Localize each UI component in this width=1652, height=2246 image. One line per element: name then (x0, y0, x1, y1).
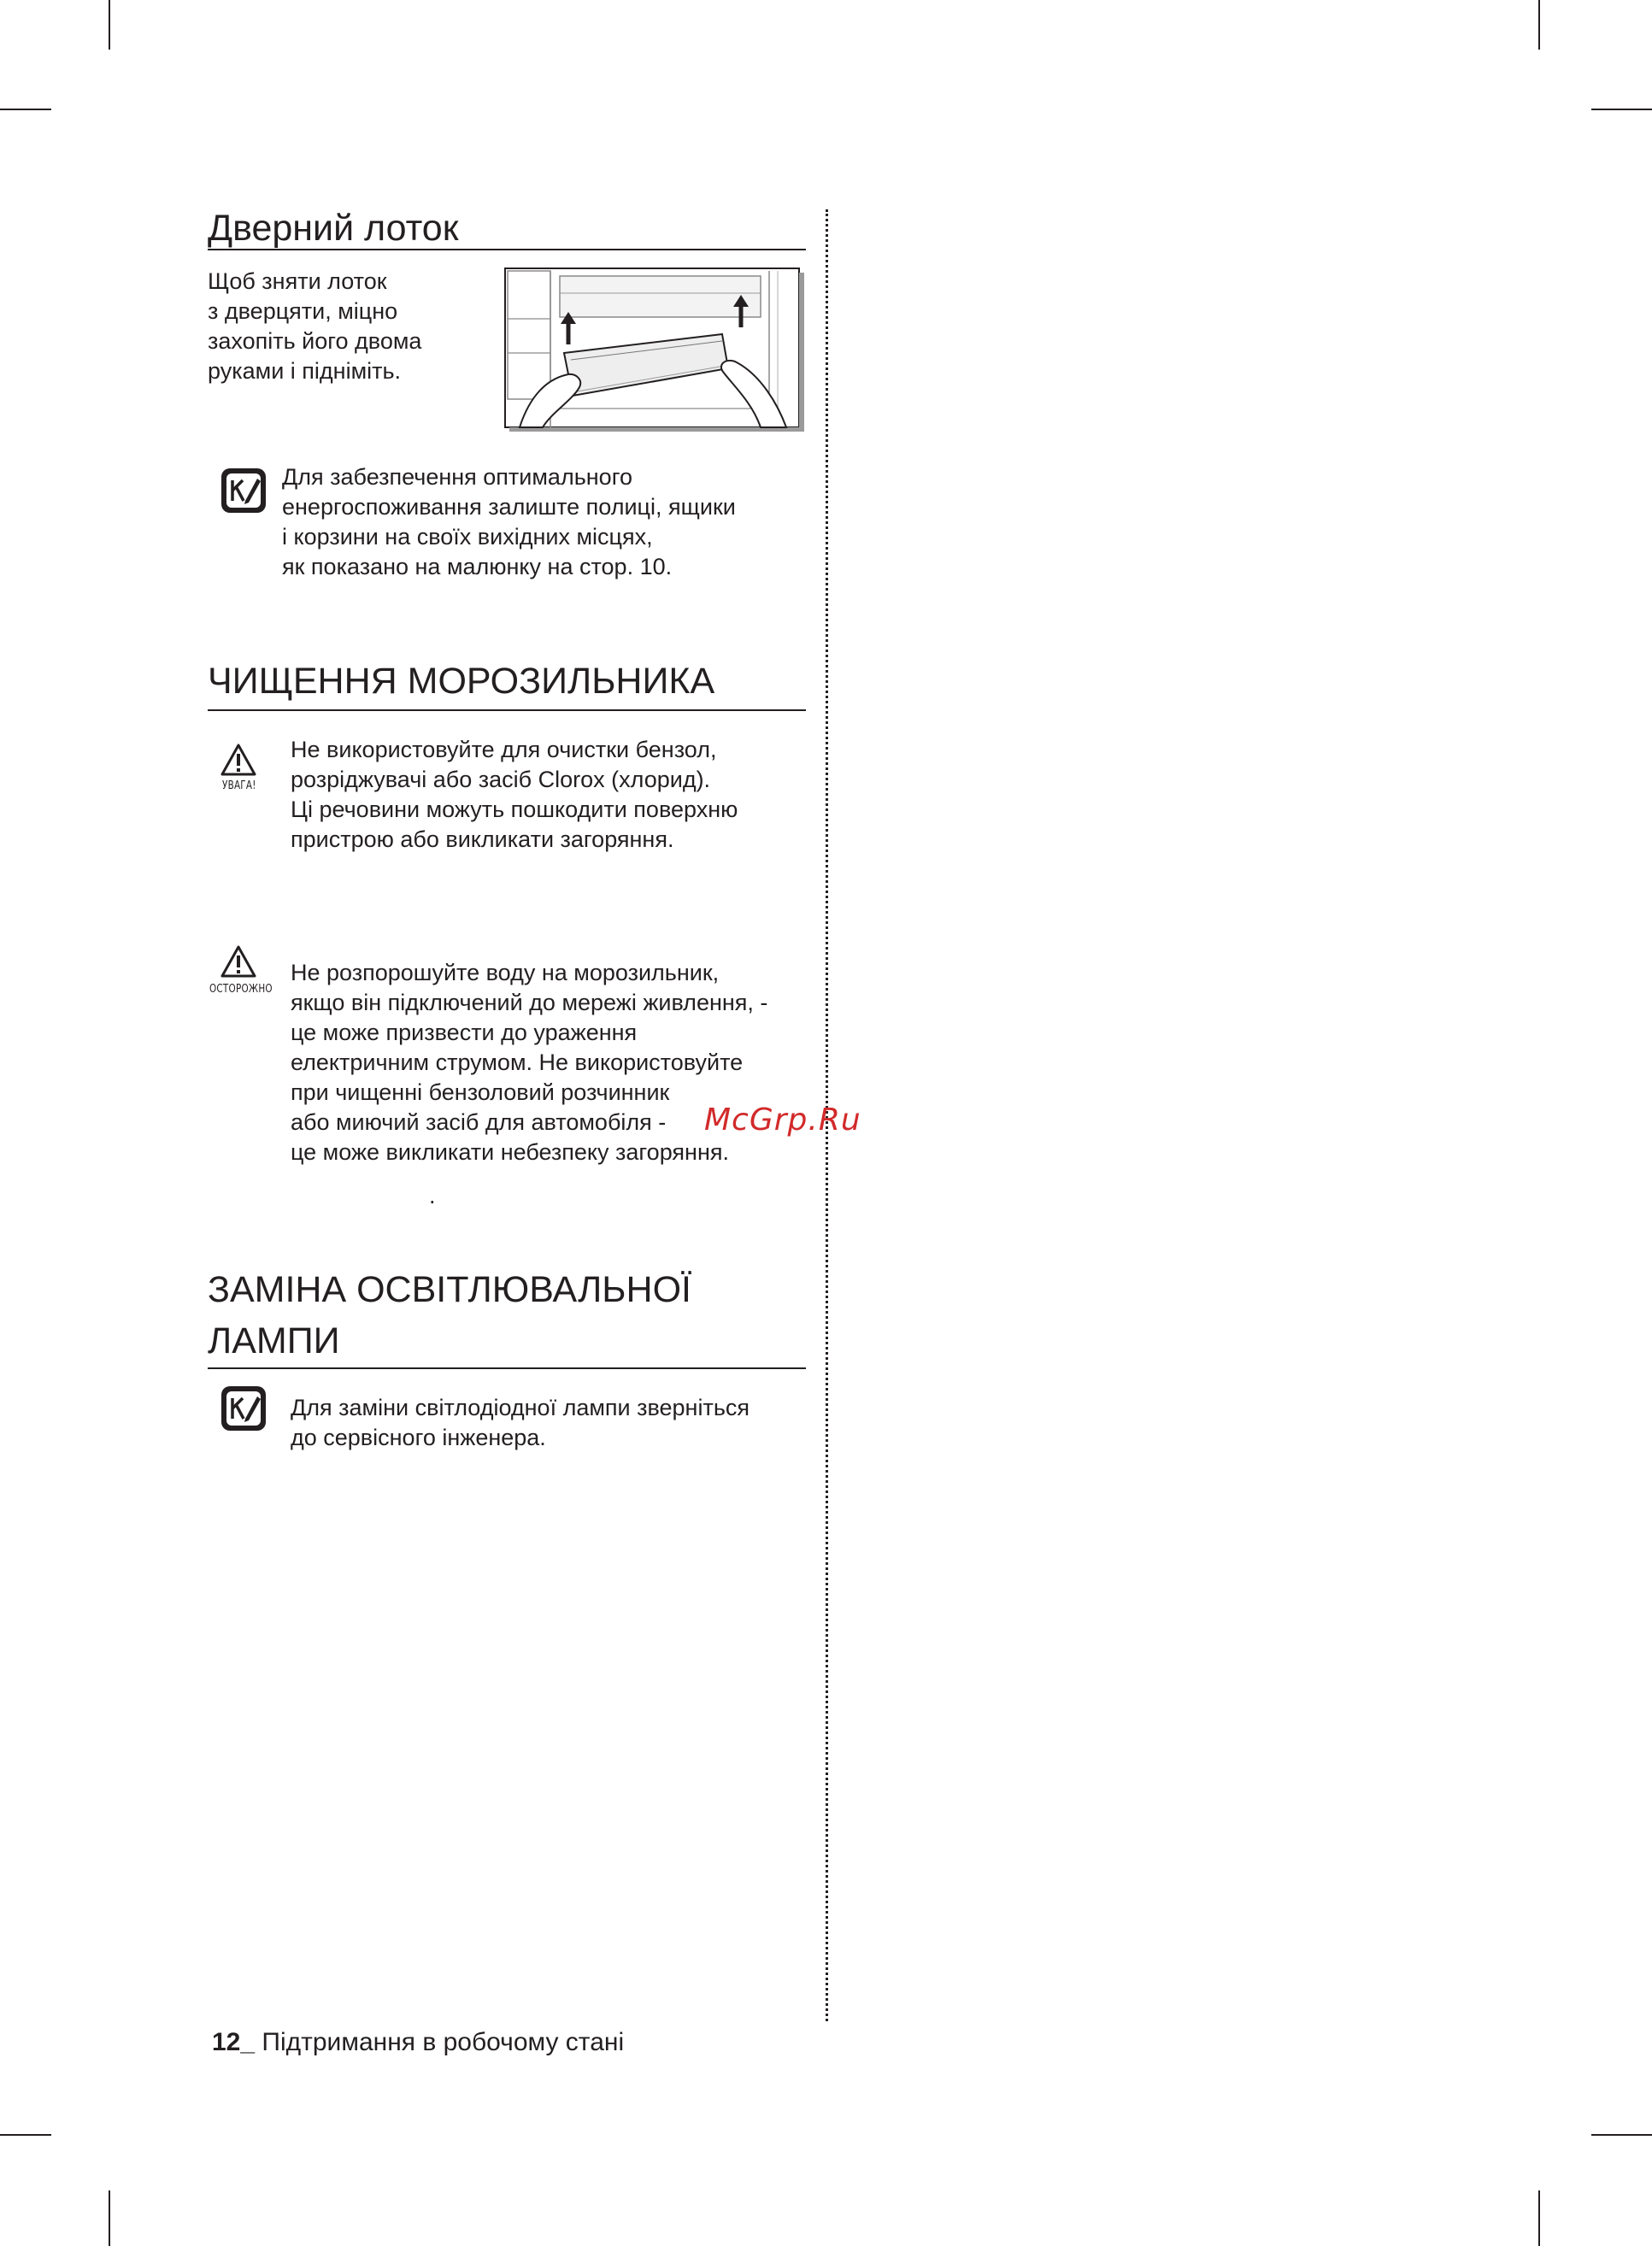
warning-label: УВАГА! (222, 779, 256, 792)
page-number: 12_ (212, 2028, 256, 2056)
note-pencil-icon (220, 467, 267, 514)
section-title-lamp-line1: ЗАМІНА ОСВІТЛЮВАЛЬНОЇ (208, 1269, 691, 1310)
warning-triangle-icon (220, 944, 257, 979)
crop-mark (1591, 109, 1652, 110)
section-rule (208, 709, 806, 711)
footer-section-name: Підтримання в робочому стані (255, 2028, 625, 2056)
crop-mark (0, 109, 51, 110)
section-title-lamp-line2: ЛАМПИ (208, 1320, 340, 1361)
crop-mark (109, 0, 110, 50)
warning-text: Не використовуйте для очистки бензол, розріджувачі або засіб Clorox (хлорид). Ці речовини можуть пошкодити поверхню пристрою або викликати загоряння. (291, 737, 738, 852)
section-rule (208, 1367, 806, 1369)
section-title-freezer-cleaning: ЧИЩЕННЯ МОРОЗИЛЬНИКА (208, 661, 715, 702)
caution-label: ОСТОРОЖНО (209, 983, 273, 996)
lamp-note: Для заміни світлодіодної лампи зверніться до сервісного інженера. (291, 1395, 750, 1450)
caution-text: Не розпорошуйте воду на морозильник, якщо він підключений до мережі живлення, - це може призвести до ураження електричним струмом. Не використовуйте при чищенні бензоловий розчинник або миючий засіб для автомобіля - це може викликати небезпеку загоряння. (291, 960, 768, 1165)
door-tray-illustration (504, 268, 805, 432)
page-footer (212, 2028, 624, 2057)
section-title-door-tray: Дверний лоток (208, 208, 459, 249)
crop-mark (1538, 0, 1540, 50)
stray-dot: . (429, 1183, 436, 1208)
crop-mark (1538, 2190, 1540, 2246)
crop-mark (1591, 2134, 1652, 2136)
section-rule (208, 249, 806, 250)
warning-triangle-icon (220, 743, 257, 777)
watermark: McGrp.Ru (704, 1102, 861, 1138)
crop-mark (0, 2134, 51, 2136)
door-tray-instructions: Щоб зняти лоток з дверцяти, міцно захопіть його двома руками і підніміть. (208, 268, 422, 384)
door-tray-note: Для забезпечення оптимального енергоспоживання залиште полиці, ящики і корзини на своїх вихідних місцях, як показано на малюнку на стор. 10. (282, 464, 736, 579)
crop-mark (109, 2190, 110, 2246)
note-pencil-icon (220, 1385, 267, 1432)
